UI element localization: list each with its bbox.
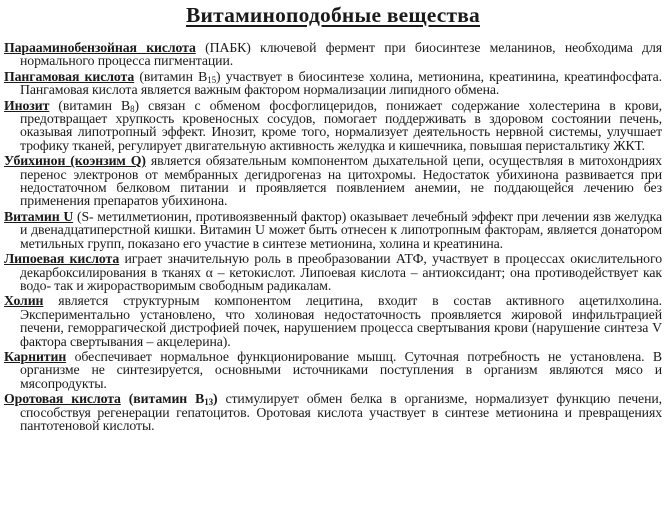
page-title: Витаминоподобные вещества [185, 3, 481, 27]
term-vitamin-u: Витамин U [4, 208, 74, 224]
entry-vitamin-u [4, 210, 662, 250]
term-choline: Холин [4, 293, 44, 309]
document-page [0, 3, 666, 509]
term-carnitine: Карнитин [4, 348, 67, 364]
text-ubiquinone: является обязательным компонентом дыхательной цепи, осуществляя в митохондриях перенос электронов от мембранных дегидрогеназ на цитохромы. Недостаток убихинона развивается при недостаточном белковом питании и проявляется появлением анемии, не поддающейся лечению без применения препаратов убихинона. [20, 153, 662, 209]
entry-carnitine [4, 350, 662, 390]
inositol-vitamin-subscript: 8 [130, 103, 135, 114]
term-paba: Парааминобензойная кислота [4, 40, 196, 55]
term-ubiquinone: Убихинон (коэнзим Q) [4, 153, 146, 169]
entry-lipoic-acid [4, 252, 662, 292]
text-inositol: ) связан с обменом фосфоглицеридов, понижает содержание холестерина в крови, предотвращает хрупкость кровеносных сосудов, помогает поддерживать в здоровом состоянии печень, оказывая липотропный эффект. Инозит, кроме того, нормализует деятельность нервной системы, улучшает трофику тканей, регулирует двигательную активность желудка и кишечника, повышая перистальтику ЖКТ. [20, 97, 662, 153]
term-orotic-acid: Оротовая кислота [4, 391, 121, 407]
pangamic-vitamin-subscript: 15 [207, 74, 216, 85]
inositol-vitamin-prefix: (витамин B [49, 97, 131, 113]
entry-inositol [4, 99, 662, 153]
orotic-vitamin-suffix: ) [213, 391, 218, 407]
entry-ubiquinone [4, 154, 662, 208]
text-carnitine: обеспечивает нормальное функционирование мышц. Суточная потребность не установлена. В организме не синтезируется, основными источниками поступления в организм являются мясо и мясопродукты. [20, 348, 662, 391]
term-pangamic-acid: Пангамовая кислота [4, 68, 135, 84]
text-choline: является структурным компонентом лецитина, входит в состав активного ацетилхолина. Экспериментально установлено, что холиновая недостаточность проявляется жировой инфильтрацией печени, геморрагической дистрофией почек, нарушением процесса свертывания крови (нарушение синтеза V фактора свертывания – акцелерина). [20, 293, 662, 349]
text-lipoic-acid: играет значительную роль в преобразовании АТФ, участвует в процессах окислительного декарбоксилирования в тканях α – кетокислот. Липоевая кислота – антиоксидант; она противодействует как водо- так и жирорастворимым свободным радикалам. [20, 251, 662, 293]
text-orotic-acid: стимулирует обмен белка в организме, нормализует функцию печени, способствуя регенерации гепатоцитов. Оротовая кислота участвует в синтезе метионина и превращениях пантотеновой кислоты. [20, 391, 662, 433]
term-inositol: Инозит [4, 97, 50, 113]
pangamic-vitamin-prefix: (витамин B [134, 68, 208, 84]
orotic-vitamin-subscript: 13 [204, 397, 214, 408]
entry-orotic-acid [4, 392, 662, 432]
orotic-vitamin-prefix: (витамин B [120, 391, 205, 407]
entry-choline [4, 294, 662, 348]
text-vitamin-u: (S- метилметионин, противоязвенный фактор) оказывает лечебный эффект при лечении язв желудка и двенадцатиперстной кишки. Витамин U может быть отнесен к липотропным факторам, является донатором метильных групп, показано его участие в синтезе метионина, холина и креатинина. [20, 208, 662, 251]
entry-pangamic-acid [4, 70, 662, 97]
text-paba: (ПАБК) ключевой фермент при биосинтезе меланинов, необходима для нормального процесса пигментации. [20, 40, 662, 69]
term-lipoic-acid: Липоевая кислота [4, 251, 120, 267]
text-pangamic-acid: ) участвует в биосинтезе холина, метионина, креатинина, креатинфосфата. Пангамовая кислота является важным фактором нормализации липидного обмена. [20, 68, 662, 98]
entry-paba [4, 41, 662, 68]
